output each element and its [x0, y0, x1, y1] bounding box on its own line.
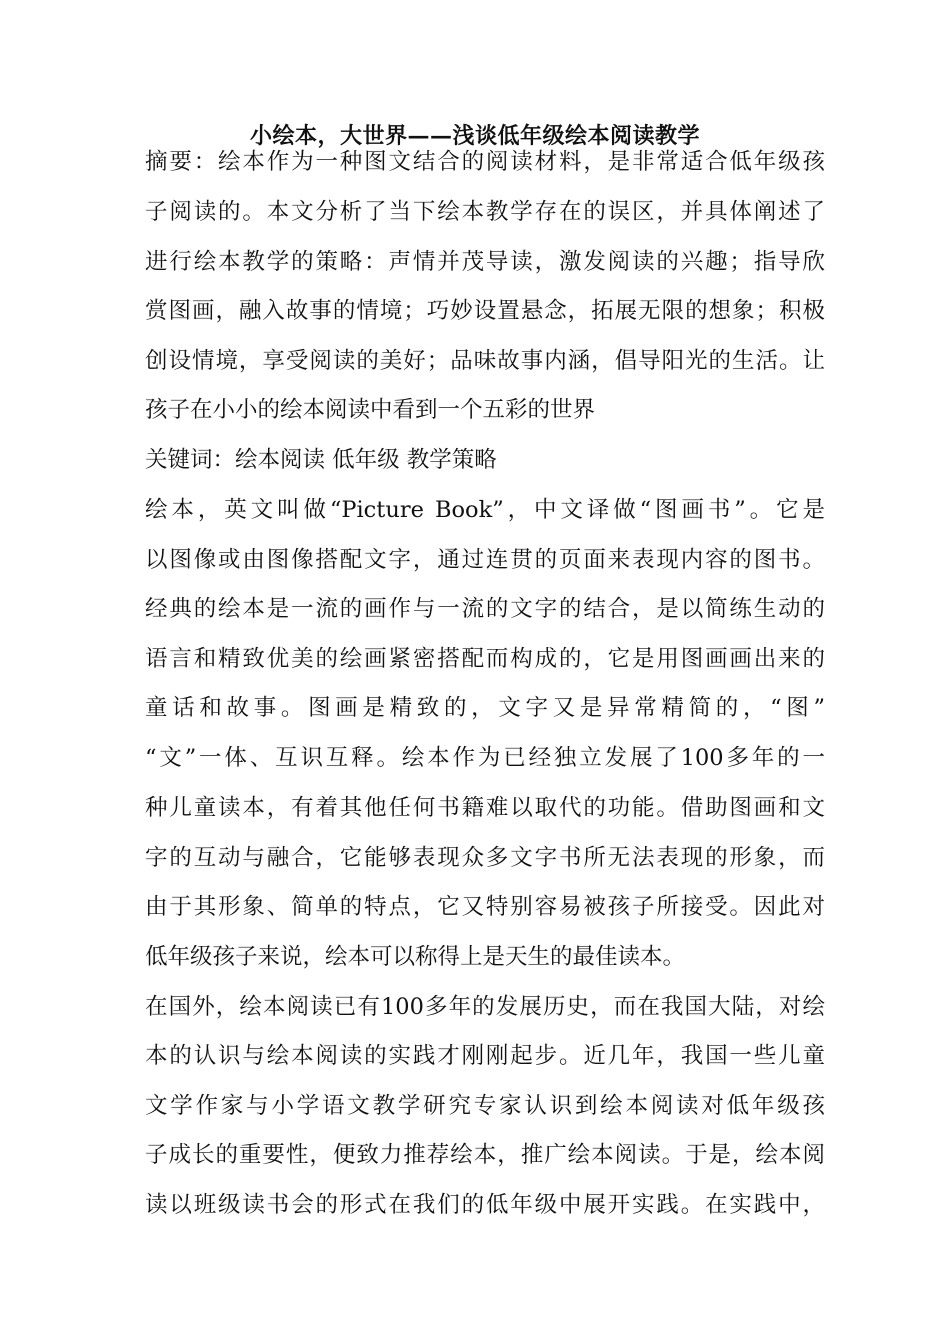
- abstract-line: 子阅读的。本文分析了当下绘本教学存在的误区，并具体阐述了: [145, 199, 825, 225]
- body-line: 语言和精致优美的绘画紧密搭配而构成的，它是用图画画出来的: [145, 646, 825, 672]
- abstract-line: 赏图画，融入故事的情境；巧妙设置悬念，拓展无限的想象；积极: [145, 298, 825, 324]
- body-line: “文”一体、互识互释。绘本作为已经独立发展了100多年的一: [145, 745, 825, 771]
- keywords-line: 关键词：绘本阅读 低年级 教学策略: [145, 447, 497, 473]
- body-line: 在国外，绘本阅读已有100多年的发展历史，而在我国大陆，对绘: [145, 994, 825, 1020]
- body-line: 童话和故事。图画是精致的，文字又是异常精简的，“图”: [145, 695, 825, 721]
- abstract-line: 孩子在小小的绘本阅读中看到一个五彩的世界: [145, 397, 596, 423]
- body-line: 经典的绘本是一流的画作与一流的文字的结合，是以简练生动的: [145, 596, 825, 622]
- document-title: 小绘本，大世界——浅谈低年级绘本阅读教学: [249, 123, 700, 149]
- abstract-line: 创设情境，享受阅读的美好；品味故事内涵，倡导阳光的生活。让: [145, 348, 825, 374]
- body-line: 本的认识与绘本阅读的实践才刚刚起步。近几年，我国一些儿童: [145, 1043, 825, 1069]
- body-line: 低年级孩子来说，绘本可以称得上是天生的最佳读本。: [145, 944, 686, 970]
- body-line: 以图像或由图像搭配文字，通过连贯的页面来表现内容的图书。: [145, 547, 825, 573]
- body-line: 文学作家与小学语文教学研究专家认识到绘本阅读对低年级孩: [145, 1093, 825, 1119]
- body-line: 种儿童读本，有着其他任何书籍难以取代的功能。借助图画和文: [145, 795, 825, 821]
- body-line: 由于其形象、简单的特点，它又特别容易被孩子所接受。因此对: [145, 894, 825, 920]
- body-line: 绘本，英文叫做“Picture Book”，中文译做“图画书”。它是: [145, 497, 825, 523]
- body-line: 子成长的重要性，便致力推荐绘本，推广绘本阅读。于是，绘本阅: [145, 1142, 825, 1168]
- body-line: 字的互动与融合，它能够表现众多文字书所无法表现的形象，而: [145, 845, 825, 871]
- body-line: 读以班级读书会的形式在我们的低年级中展开实践。在实践中，: [145, 1192, 825, 1218]
- abstract-line: 摘要：绘本作为一种图文结合的阅读材料，是非常适合低年级孩: [145, 149, 825, 175]
- abstract-line: 进行绘本教学的策略：声情并茂导读，激发阅读的兴趣；指导欣: [145, 249, 825, 275]
